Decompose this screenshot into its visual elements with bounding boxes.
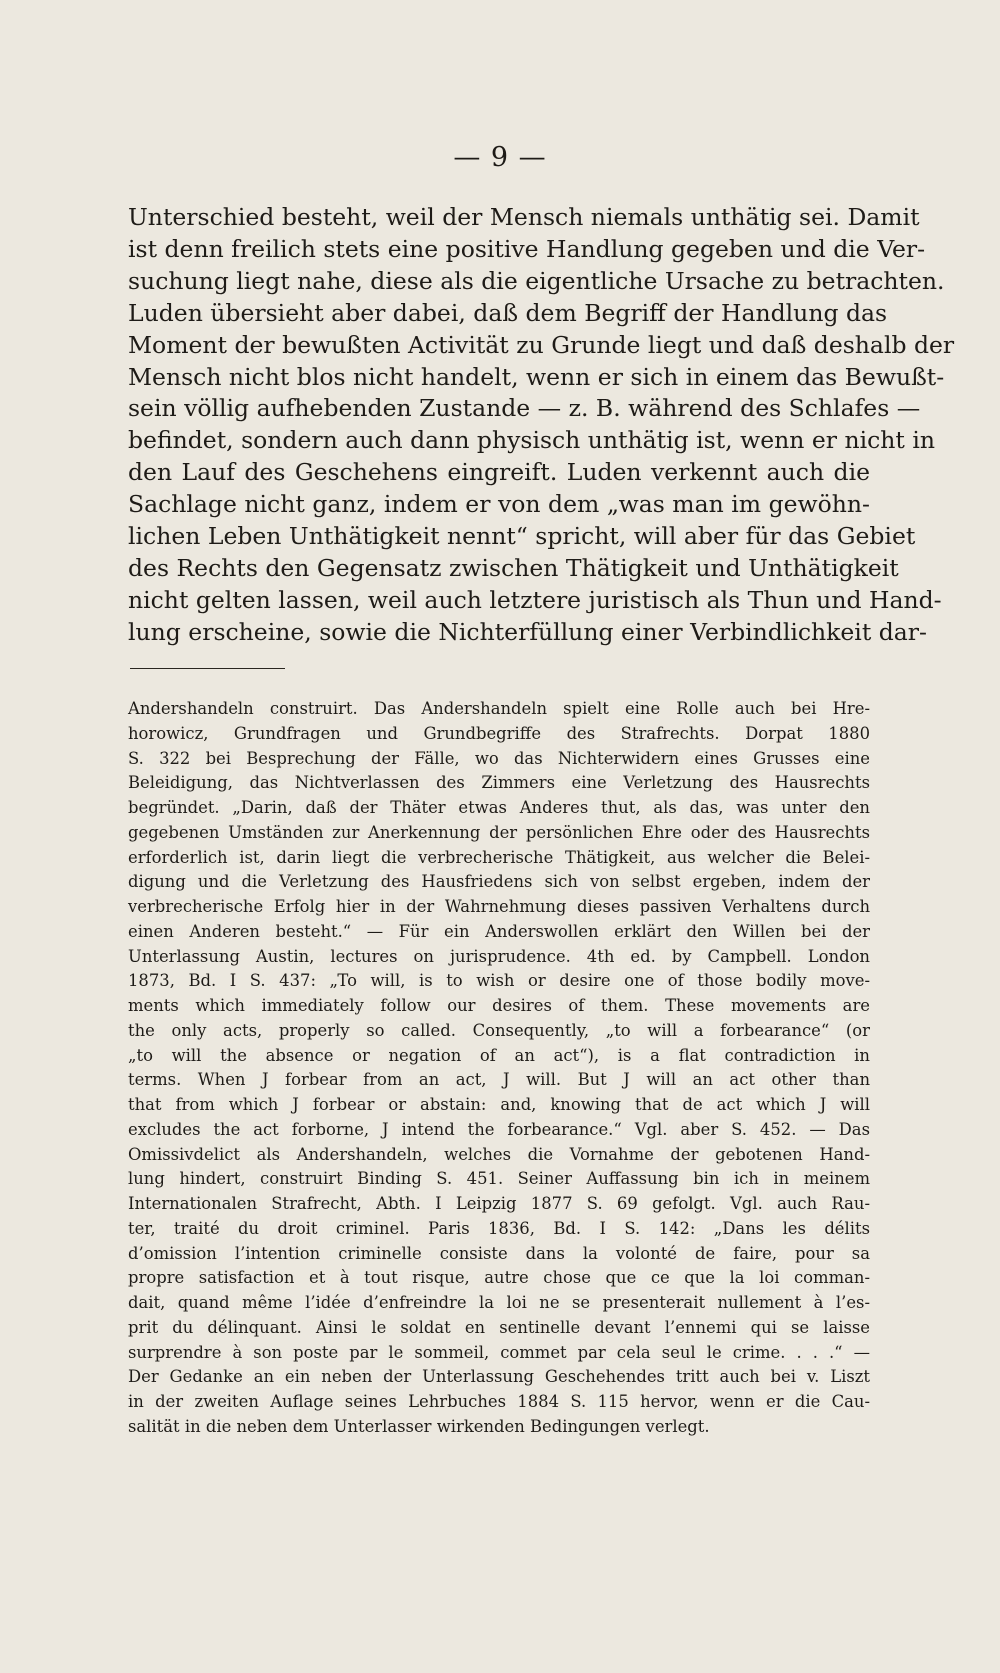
page-number: — 9 —: [453, 142, 547, 173]
footnote-line: Omissivdelict als Andershandeln, welches die Vornahme der gebotenen Hand-: [128, 1144, 870, 1164]
footnote-separator: [130, 668, 285, 669]
body-line: Mensch nicht blos nicht handelt, wenn er sich in einem das Bewußt-: [128, 362, 945, 391]
footnote-line: „to will the absence or negation of an act“), is a flat contradiction in: [128, 1045, 870, 1065]
body-line: nicht gelten lassen, weil auch letztere juristisch als Thun und Hand-: [128, 585, 942, 614]
footnote-line: propre satisfaction et à tout risque, autre chose que ce que la loi comman-: [128, 1268, 870, 1288]
body-line: den Lauf des Geschehens eingreift. Luden verkennt auch die: [128, 458, 870, 487]
footnote-line: that from which J forbear or abstain: and, knowing that de act which J will: [128, 1095, 870, 1114]
body-line: lichen Leben Unthätigkeit nennt“ spricht, will aber für das Gebiet: [128, 522, 916, 551]
footnote-line: einen Anderen besteht.“ — Für ein Anderswollen erklärt den Willen bei der: [128, 921, 870, 941]
footnote-line: lung hindert, construirt Binding S. 451. Seiner Auffassung bin ich in meinem: [128, 1169, 870, 1189]
footnote-line: verbrecherische Erfolg hier in der Wahrnehmung dieses passiven Verhaltens durch: [128, 897, 870, 916]
footnote-line: Andershandeln construirt. Das Andershandeln spielt eine Rolle auch bei Hre-: [128, 699, 870, 718]
footnote-line: d’omission l’intention criminelle consiste dans la volonté de faire, pour sa: [128, 1243, 870, 1263]
footnote-line: horowicz, Grundfragen und Grundbegriffe des Strafrechts. Dorpat 1880: [128, 723, 870, 743]
main-body-text: [128, 202, 955, 649]
footnote-line: terms. When J forbear from an act, J will. But J will an act other than: [128, 1070, 870, 1090]
footnote-line: ments which immediately follow our desires of them. These movements are: [128, 996, 870, 1015]
footnote-line: gegebenen Umständen zur Anerkennung der persönlichen Ehre oder des Hausrechts: [128, 822, 870, 842]
body-line: Luden übersieht aber dabei, daß dem Begriff der Handlung das: [128, 298, 888, 327]
footnote-line: the only acts, properly so called. Consequently, „to will a forbearance“ (or: [128, 1020, 870, 1040]
footnote-line: Der Gedanke an ein neben der Unterlassung Geschehendes tritt auch bei v. Liszt: [128, 1367, 870, 1387]
body-line: suchung liegt nahe, diese als die eigentliche Ursache zu betrachten.: [128, 266, 945, 295]
body-line: ist denn freilich stets eine positive Handlung gegeben und die Ver-: [128, 234, 926, 263]
footnote-line: S. 322 bei Besprechung der Fälle, wo das Nichterwidern eines Grusses eine: [128, 748, 870, 768]
footnote-line: in der zweiten Auflage seines Lehrbuches 1884 S. 115 hervor, wenn er die Cau-: [128, 1392, 870, 1411]
body-line: sein völlig aufhebenden Zustande — z. B. während des Schlafes —: [128, 394, 921, 423]
body-line: Unterschied besteht, weil der Mensch niemals unthätig sei. Damit: [128, 203, 920, 231]
footnote-line: salität in die neben dem Unterlasser wirkenden Bedingungen verlegt.: [128, 1416, 710, 1436]
footnote-line: surprendre à son poste par le sommeil, commet par cela seul le crime. . . .“ —: [128, 1342, 870, 1362]
footnote-line: 1873, Bd. I S. 437: „To will, is to wish or desire one of those bodily move-: [128, 971, 870, 991]
body-line: Moment der bewußten Activität zu Grunde liegt und daß deshalb der: [128, 330, 955, 359]
footnote-line: Unterlassung Austin, lectures on jurisprudence. 4th ed. by Campbell. London: [128, 946, 870, 966]
footnote-line: dait, quand même l’idée d’enfreindre la loi ne se presenterait nullement à l’es-: [128, 1293, 870, 1312]
footnote-line: digung und die Verletzung des Hausfriedens sich von selbst ergeben, indem der: [128, 872, 870, 892]
footnote-text: [128, 697, 870, 1440]
footnote-line: begründet. „Darin, daß der Thäter etwas Anderes thut, als das, was unter den: [128, 798, 870, 817]
footnote-line: prit du délinquant. Ainsi le soldat en sentinelle devant l’ennemi qui se laisse: [128, 1317, 870, 1337]
body-line: des Rechts den Gegensatz zwischen Thätigkeit und Unthätigkeit: [128, 553, 899, 582]
footnote-line: Internationalen Strafrecht, Abth. I Leipzig 1877 S. 69 gefolgt. Vgl. auch Rau-: [128, 1194, 870, 1213]
body-line: Sachlage nicht ganz, indem er von dem „was man im gewöhn-: [128, 490, 870, 519]
footnote-line: ter, traité du droit criminel. Paris 1836, Bd. I S. 142: „Dans les délits: [128, 1218, 870, 1238]
footnote-line: erforderlich ist, darin liegt die verbrecherische Thätigkeit, aus welcher die Belei-: [128, 847, 870, 867]
body-line: lung erscheine, sowie die Nichterfüllung einer Verbindlichkeit dar-: [128, 617, 927, 646]
body-line: befindet, sondern auch dann physisch unthätig ist, wenn er nicht in: [128, 426, 935, 455]
footnote-line: excludes the act forborne, J intend the forbearance.“ Vgl. aber S. 452. — Das: [128, 1119, 870, 1139]
footnote-line: Beleidigung, das Nichtverlassen des Zimmers eine Verletzung des Hausrechts: [128, 773, 870, 793]
